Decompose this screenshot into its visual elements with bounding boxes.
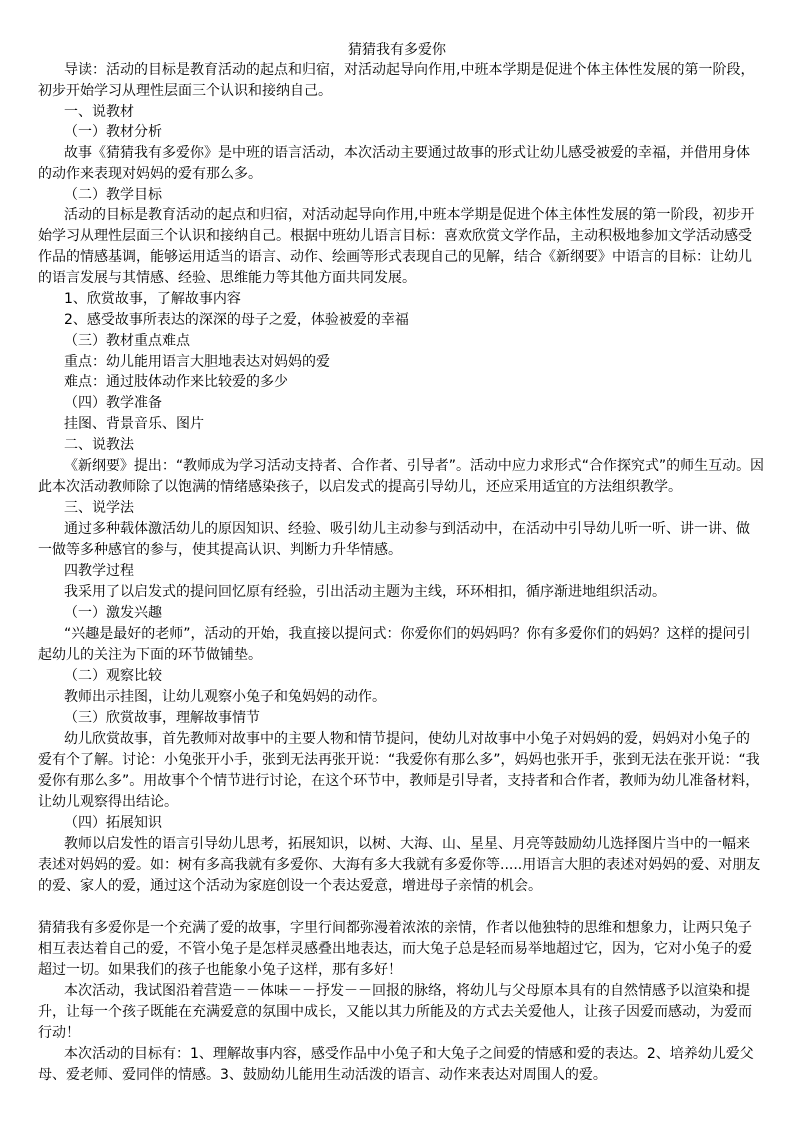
text-line: 始学习从理性层面三个认识和接纳自己。根据中班幼儿语言目标：喜欢欣赏文学作品，主动积极地参加文学活动感受 bbox=[38, 228, 752, 244]
text-line: （二）观察比较 bbox=[64, 668, 162, 684]
text-line: 通过多种载体激活幼儿的原因知识、经验、吸引幼儿主动参与到活动中，在活动中引导幼儿听一听、讲一讲、做 bbox=[64, 521, 750, 537]
text-line: 活动的目标是教育活动的起点和归宿，对活动起导向作用,中班本学期是促进个体主体性发展的第一阶段，初步开 bbox=[64, 207, 755, 223]
text-line: 猜猜我有多爱你是一个充满了爱的故事，字里行间都弥漫着浓浓的亲情，作者以他独特的思维和想象力，让两只兔子 bbox=[38, 920, 752, 936]
text-line: 二、说教法 bbox=[64, 437, 134, 453]
text-line: 四教学过程 bbox=[64, 563, 134, 579]
text-line: 让幼儿观察得出结论。 bbox=[38, 794, 178, 810]
text-line: 2、感受故事所表达的深深的母子之爱，体验被爱的幸福 bbox=[64, 312, 409, 328]
document-title: 猜猜我有多爱你 bbox=[348, 42, 446, 58]
text-line: （三）欣赏故事，理解故事情节 bbox=[64, 710, 260, 726]
text-line: （一）教材分析 bbox=[64, 124, 162, 140]
text-line: 初步开始学习从理性层面三个认识和接纳自己。 bbox=[38, 83, 332, 99]
text-line: 母、爱老师、爱同伴的情感。3、鼓励幼儿能用生动活泼的语言、动作来表达对周围人的爱。 bbox=[38, 1067, 607, 1083]
text-line: 三、说学法 bbox=[64, 500, 134, 516]
text-line: 此本次活动教师除了以饱满的情绪感染孩子，以启发式的提高引导幼儿，还应采用适宜的方法组织教学。 bbox=[38, 479, 682, 495]
text-line: 教师以启发性的语言引导幼儿思考，拓展知识，以树、大海、山、星星、月亮等鼓励幼儿选择图片当中的一幅来 bbox=[64, 836, 750, 852]
text-line: （一）激发兴趣 bbox=[64, 605, 162, 621]
text-line: （三）教材重点难点 bbox=[64, 333, 190, 349]
text-line: 一做等多种感官的参与，使其提高认识、判断力升华情感。 bbox=[38, 542, 402, 558]
text-line: 行动！ bbox=[38, 1025, 80, 1041]
text-line: 一、说教材 bbox=[64, 104, 134, 120]
text-line: 故事《猜猜我有多爱你》是中班的语言活动，本次活动主要通过故事的形式让幼儿感受被爱的幸福，并借用身体 bbox=[64, 145, 750, 161]
text-line: 幼儿欣赏故事，首先教师对故事中的主要人物和情节提问，使幼儿对故事中小兔子对妈妈的爱，妈妈对小兔子的 bbox=[64, 731, 750, 747]
text-line: 本次活动的目标有：1、理解故事内容，感受作品中小兔子和大兔子之间爱的情感和爱的表达。2、培养幼儿爱父 bbox=[64, 1046, 754, 1062]
text-line: 本次活动，我试图沿着营造－－体味－－抒发－－回报的脉络，将幼儿与父母原本具有的自然情感予以渲染和提 bbox=[64, 983, 750, 999]
text-line: （四）拓展知识 bbox=[64, 815, 162, 831]
text-line: 升，让每一个孩子既能在充满爱意的氛围中成长，又能以其力所能及的方式去关爱他人，让孩子因爱而感动，为爱而 bbox=[38, 1004, 752, 1020]
text-line: 难点：通过肢体动作来比较爱的多少 bbox=[64, 374, 288, 390]
text-line: 1、欣赏故事，了解故事内容 bbox=[64, 291, 241, 307]
text-line: （四）教学准备 bbox=[64, 395, 162, 411]
text-line: 的爱、家人的爱，通过这个活动为家庭创设一个表达爱意，增进母子亲情的机会。 bbox=[38, 878, 542, 894]
text-line: 表述对妈妈的爱。如：树有多高我就有多爱你、大海有多大我就有多爱你等.....用语言大胆的表述对妈妈的爱、对朋友 bbox=[38, 857, 761, 873]
text-line: 爱有个了解。讨论：小兔张开小手，张到无法再张开说：“我爱你有那么多”，妈妈也张开手，张到无法在张开说：“我 bbox=[38, 752, 760, 768]
text-line: 爱你有那么多”。用故事个个情节进行讨论，在这个环节中，教师是引导者，支持者和合作者，教师为幼儿准备材料， bbox=[38, 773, 760, 789]
text-line: （二）教学目标 bbox=[64, 187, 162, 203]
text-line: 教师出示挂图，让幼儿观察小兔子和兔妈妈的动作。 bbox=[64, 689, 386, 705]
text-line: 挂图、背景音乐、图片 bbox=[64, 416, 204, 432]
text-line: 超过一切。如果我们的孩子也能象小兔子这样，那有多好！ bbox=[38, 962, 402, 978]
text-line: 起幼儿的关注为下面的环节做铺垫。 bbox=[38, 647, 262, 663]
text-line: 导读：活动的目标是教育活动的起点和归宿，对活动起导向作用,中班本学期是促进个体主体性发展的第一阶段， bbox=[64, 62, 755, 78]
text-line: 的动作来表现对妈妈的爱有那么多。 bbox=[38, 166, 262, 182]
text-line: 《新纲要》提出：“教师成为学习活动支持者、合作者、引导者”。活动中应力求形式“合作探究式”的师生互动。因 bbox=[64, 458, 765, 474]
text-line: 相互表达着自己的爱，不管小兔子是怎样灵感叠出地表达，而大兔子总是轻而易举地超过它，因为，它对小兔子的爱 bbox=[38, 941, 752, 957]
text-line: 的语言发展与其情感、经验、思维能力等其他方面共同发展。 bbox=[38, 270, 416, 286]
text-line: 重点：幼儿能用语言大胆地表达对妈妈的爱 bbox=[64, 354, 330, 370]
text-line: 我采用了以启发式的提问回忆原有经验，引出活动主题为主线，环环相扣，循序渐进地组织活动。 bbox=[64, 584, 666, 600]
text-line: 作品的情感基调，能够运用适当的语言、动作、绘画等形式表现自己的见解，结合《新纲要》中语言的目标：让幼儿 bbox=[38, 249, 752, 265]
text-line: “兴趣是最好的老师”，活动的开始，我直接以提问式：你爱你们的妈妈吗？你有多爱你们的妈妈？这样的提问引 bbox=[64, 626, 751, 642]
